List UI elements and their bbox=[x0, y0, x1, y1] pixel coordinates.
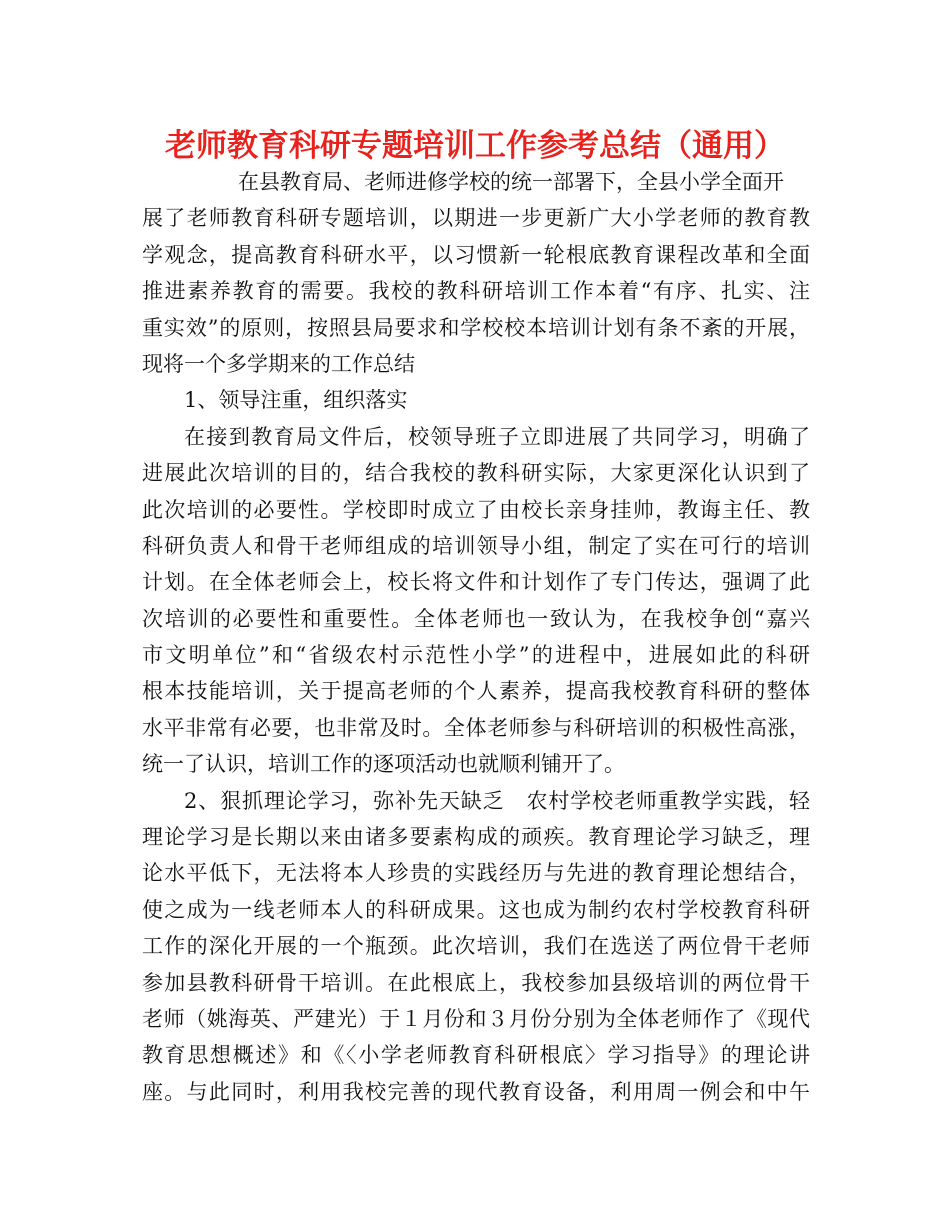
body-line: 座。与此同时，利用我校完善的现代教育设备，利用周一例会和中午 bbox=[142, 1079, 810, 1104]
body-line: 在接到教育局文件后，校领导班子立即进展了共同学习，明确了 bbox=[184, 424, 810, 449]
body-line: 学观念，提高教育科研水平，以习惯新一轮根底教育课程改革和全面 bbox=[142, 242, 810, 267]
section-heading: 1、领导注重，组织落实 bbox=[184, 388, 408, 413]
body-line: 市文明单位”和“省级农村示范性小学”的进程中，进展如此的科研 bbox=[142, 643, 810, 668]
body-line: 工作的深化开展的一个瓶颈。此次培训，我们在选送了两位骨干老师 bbox=[142, 934, 810, 959]
section-heading: 2、狠抓理论学习，弥补先天缺乏 农村学校老师重教学实践，轻 bbox=[184, 788, 810, 813]
body-line: 老师（姚海英、严建光）于１月份和３月份分别为全体老师作了《现代 bbox=[142, 1006, 810, 1031]
body-line: 此次培训的必要性。学校即时成立了由校长亲身挂帅，教诲主任、教 bbox=[142, 497, 810, 522]
body-line: 在县教育局、老师进修学校的统一部署下，全县小学全面开 bbox=[238, 170, 784, 194]
document-title: 老师教育科研专题培训工作参考总结（通用） bbox=[165, 128, 785, 164]
body-line: 根本技能培训，关于提高老师的个人素养，提高我校教育科研的整体 bbox=[142, 679, 810, 704]
body-line: 次培训的必要性和重要性。全体老师也一致认为，在我校争创“嘉兴 bbox=[142, 606, 810, 631]
body-line: 论水平低下，无法将本人珍贵的实践经历与先进的教育理论想结合， bbox=[142, 861, 810, 886]
body-line: 参加县教科研骨干培训。在此根底上，我校参加县级培训的两位骨干 bbox=[142, 970, 810, 995]
body-line: 进展此次培训的目的，结合我校的教科研实际，大家更深化认识到了 bbox=[142, 461, 810, 486]
body-line: 重实效”的原则，按照县局要求和学校校本培训计划有条不紊的开展， bbox=[142, 315, 810, 340]
body-line: 现将一个多学期来的工作总结 bbox=[142, 351, 415, 376]
body-line: 教育思想概述》和《〈小学老师教育科研根底〉学习指导》的理论讲 bbox=[142, 1043, 810, 1068]
body-line: 计划。在全体老师会上，校长将文件和计划作了专门传达，强调了此 bbox=[142, 570, 810, 595]
body-line: 理论学习是长期以来由诸多要素构成的顽疾。教育理论学习缺乏，理 bbox=[142, 825, 810, 850]
body-line: 科研负责人和骨干老师组成的培训领导小组，制定了实在可行的培训 bbox=[142, 533, 810, 558]
body-line: 使之成为一线老师本人的科研成果。这也成为制约农村学校教育科研 bbox=[142, 897, 810, 922]
body-line: 水平非常有必要，也非常及时。全体老师参与科研培训的积极性高涨， bbox=[142, 715, 810, 740]
body-line: 统一了认识，培训工作的逐项活动也就顺利铺开了。 bbox=[142, 752, 625, 777]
body-line: 推进素养教育的需要。我校的教科研培训工作本着“有序、扎实、注 bbox=[142, 279, 810, 304]
document-body bbox=[142, 164, 810, 1110]
body-line: 展了老师教育科研专题培训，以期进一步更新广大小学老师的教育教 bbox=[142, 206, 810, 231]
